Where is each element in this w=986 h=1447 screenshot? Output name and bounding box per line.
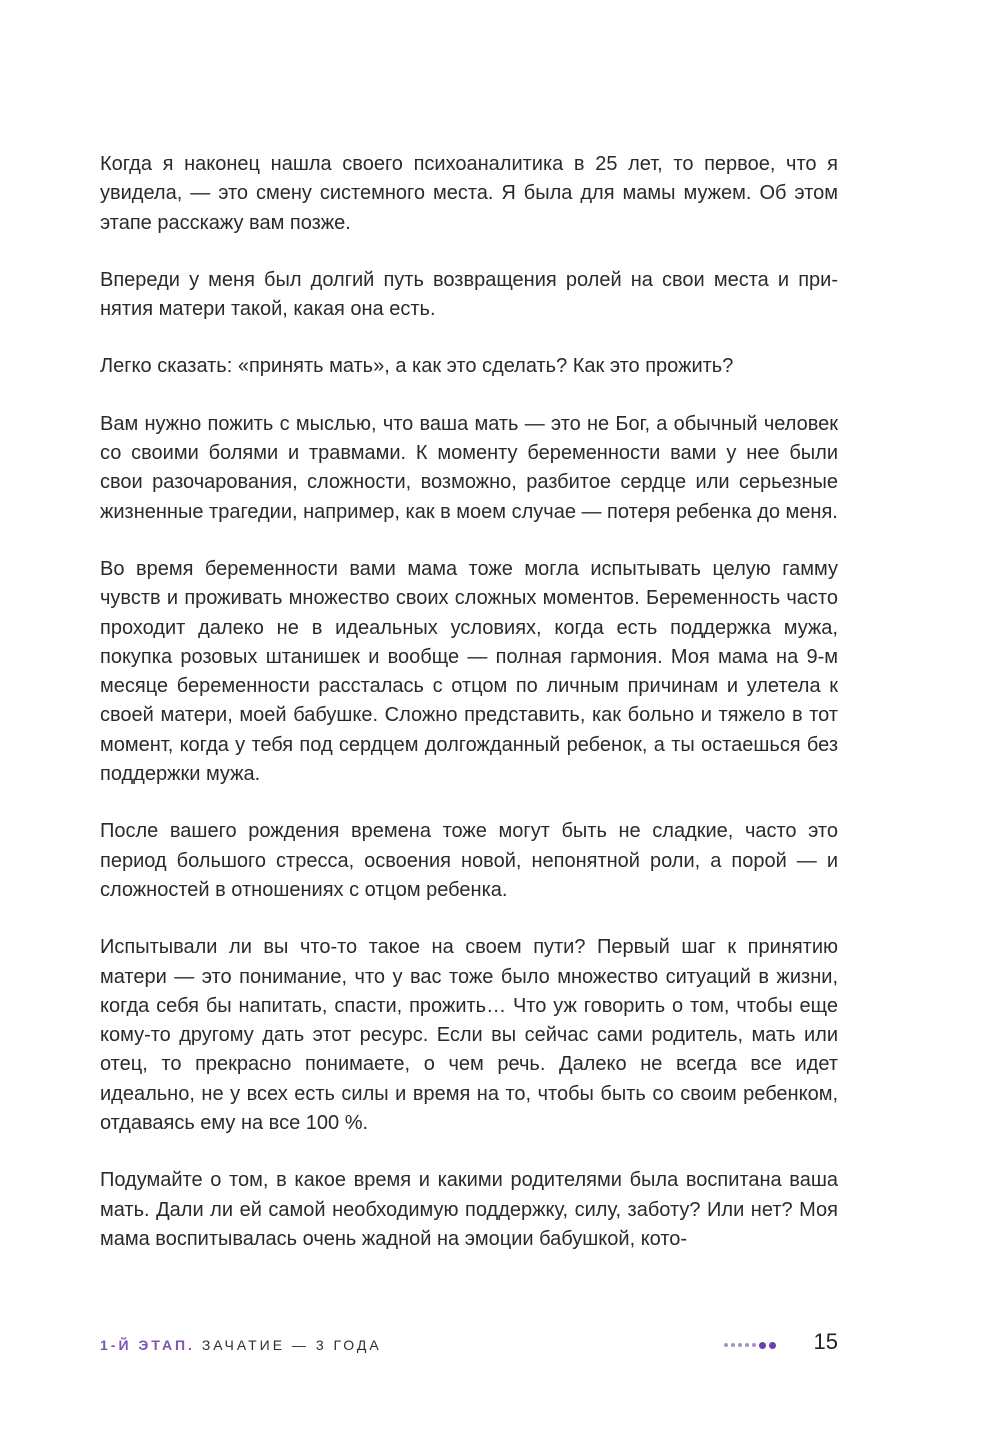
paragraph: Когда я наконец нашла своего психоаналитика в 25 лет, то первое, что я увидела, — это смену системного места. Я была для мамы мужем. Об этом этапе расскажу вам позже. bbox=[100, 153, 838, 234]
page-body bbox=[100, 150, 838, 1254]
paragraph: Легко сказать: «принять мать», а как это сделать? Как это прожить? bbox=[100, 355, 734, 378]
page-number: 15 bbox=[813, 1329, 838, 1354]
section-label: ЗАЧАТИЕ — 3 ГОДА bbox=[201, 1337, 382, 1353]
progress-dot bbox=[745, 1343, 749, 1347]
paragraph: Вам нужно пожить с мыслью, что ваша мать — это не Бог, а обычный человек со своими болями и травмами. К моменту беременности вами у нее были свои разочарования, сложности, возможно, разбитое сердце или серьезные жизненные трагедии, например, как в моем случае — потеря ребенка до меня. bbox=[100, 412, 838, 523]
progress-dot bbox=[752, 1343, 756, 1347]
progress-dot-active bbox=[759, 1342, 766, 1349]
paragraph: Впереди у меня был долгий путь возвращения ролей на свои места и принятия матери такой, какая она есть. bbox=[100, 268, 838, 321]
paragraph: После вашего рождения времена тоже могут быть не сладкие, часто это период большого стресса, освоения новой, непонятной роли, а порой — и сложностей в отношениях с отцом ребенка. bbox=[100, 820, 838, 901]
paragraph: Испытывали ли вы что-то такое на своем пути? Первый шаг к принятию матери — это понимание, что у вас тоже было множество ситуаций в жизни, когда себя бы напитать, спасти, прожить… Что уж говорить о том, чтобы еще кому-то другому дать этот ресурс. Если вы сейчас сами родитель, мать или отец, то прекрасно понимаете, о чем речь. Далеко не всегда все идет идеально, не у всех есть силы и время на то, чтобы быть со своим ребенком, отдаваясь ему на все 100 %. bbox=[100, 936, 838, 1135]
progress-dot bbox=[724, 1343, 728, 1347]
progress-dot bbox=[738, 1343, 742, 1347]
running-head bbox=[100, 1337, 382, 1353]
progress-dot bbox=[731, 1343, 735, 1347]
stage-label: 1-Й ЭТАП. bbox=[100, 1337, 195, 1353]
page-footer bbox=[100, 1329, 840, 1361]
paragraph: Во время беременности вами мама тоже могла испытывать целую гамму чувств и проживать множество своих сложных моментов. Беременность часто проходит далеко не в идеальных условиях, когда есть поддержка мужа, покупка розовых штанишек и вообще — полная гармония. Моя мама на 9-м месяце беременности рассталась с отцом по личным причинам и улетела к своей матери, моей бабушке. Сложно представить, как больно и тяжело в тот момент, когда у тебя под сердцем долгожданный ребенок, а ты остаешься без поддержки мужа. bbox=[100, 557, 838, 786]
progress-dot-active bbox=[769, 1342, 776, 1349]
progress-dots-icon bbox=[724, 1341, 776, 1349]
paragraph: Подумайте о том, в какое время и какими родителями была воспитана ваша мать. Дали ли ей самой необходимую поддержку, силу, заботу? Или нет? Моя мама воспитывалась очень жадной на эмоции бабушкой, кото- bbox=[100, 1169, 838, 1250]
